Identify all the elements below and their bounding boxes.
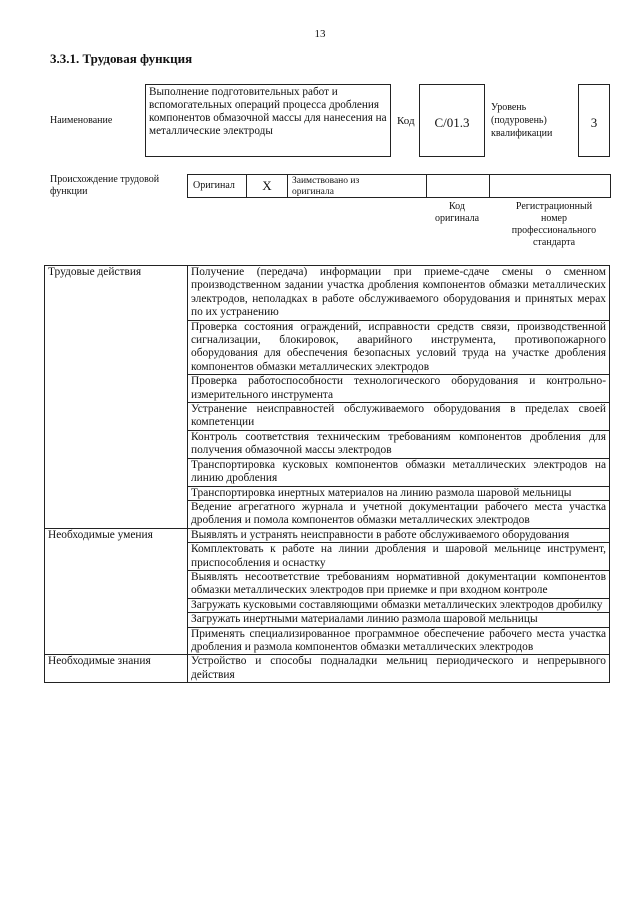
- skill-item: Выявлять и устранять неисправности в работе обслуживаемого оборудования: [188, 528, 610, 542]
- level-label-line2: (подуровень): [491, 115, 547, 126]
- knowledge-label: Необходимые знания: [45, 655, 188, 683]
- level-label: [491, 101, 552, 140]
- level-label-line3: квалификации: [491, 128, 553, 139]
- labor-action-item: Устранение неисправностей обслуживаемого оборудования в пределах своей компетенции: [188, 403, 610, 431]
- origin-label-line1: Происхождение трудовой: [50, 174, 160, 185]
- table-row: [45, 266, 610, 321]
- skill-item: Загружать инертными материалами линию размола шаровой мельницы: [188, 613, 610, 627]
- origin-label: [50, 174, 159, 198]
- labor-actions-label: Трудовые действия: [45, 266, 188, 529]
- level-value-box: 3: [578, 84, 610, 157]
- table-row: [45, 655, 610, 683]
- code-original-caption-line1: Код: [449, 201, 465, 212]
- origin-table: [187, 174, 611, 198]
- level-label-line1: Уровень: [491, 102, 527, 113]
- labor-action-item: Ведение агрегатного журнала и учетной документации рабочего места участка дробления и помола компонентов обмазки металлических электродов: [188, 500, 610, 528]
- function-name-box: Выполнение подготовительных работ и вспомогательных операций процесса дробления компонентов обмазочной массы для нанесения на металлические электроды: [145, 84, 391, 157]
- table-row: [45, 528, 610, 542]
- labor-action-item: Транспортировка кусковых компонентов обмазки металлических электродов на линию дробления: [188, 458, 610, 486]
- skills-label: Необходимые умения: [45, 528, 188, 655]
- code-value-box: С/01.3: [419, 84, 485, 157]
- skill-item: Выявлять несоответствие требованиям нормативной документации компонентов обмазки металлических электродов при приемке и при входном контроле: [188, 570, 610, 598]
- borrowed-label-line1: Заимствовано из: [292, 176, 360, 186]
- page-number: 13: [314, 28, 326, 40]
- registration-number-cell: [489, 174, 611, 198]
- skill-item: Загружать кусковыми составляющими обмазки металлических электродов дробилку: [188, 598, 610, 612]
- registration-caption-line1: Регистрационный: [515, 201, 593, 212]
- section-title: 3.3.1. Трудовая функция: [50, 51, 193, 66]
- original-label-cell: Оригинал: [187, 174, 247, 198]
- code-original-caption: [424, 201, 490, 225]
- registration-caption-line2: номер: [541, 213, 567, 224]
- labor-action-item: Проверка состояния ограждений, исправности средств связи, производственной сигнализации, блокировок, аварийного инструмента, противопожарного оборудования для обеспечения безопасных условий труда на участке дробления компонентов обмазки металлических электродов: [188, 320, 610, 375]
- code-label: Код: [397, 115, 415, 127]
- origin-label-line2: функции: [50, 186, 88, 197]
- competency-table: [44, 265, 610, 683]
- knowledge-item: Устройство и способы подналадки мельниц периодического и непрерывного действия: [188, 655, 610, 683]
- original-code-cell: [426, 174, 490, 198]
- registration-caption-line4: стандарта: [532, 237, 576, 248]
- labor-action-item: Транспортировка инертных материалов на линию размола шаровой мельницы: [188, 486, 610, 500]
- labor-action-item: Контроль соответствия техническим требованиям компонентов дробления для получения обмазочной массы электродов: [188, 430, 610, 458]
- skill-item: Комплектовать к работе на линии дробления и шаровой мельнице инструмент, приспособления и оснастку: [188, 543, 610, 571]
- code-original-caption-line2: оригинала: [434, 213, 480, 224]
- skill-item: Применять специализированное программное обеспечение рабочего места участка дробления и размола компонентов обмазки металлических электродов: [188, 627, 610, 655]
- borrowed-label-cell: [287, 174, 427, 198]
- labor-action-item: Проверка работоспособности технологического оборудования и контрольно-измерительного инструмента: [188, 375, 610, 403]
- original-mark-cell: X: [246, 174, 288, 198]
- borrowed-label-line2: оригинала: [292, 187, 334, 197]
- registration-caption: [495, 201, 613, 249]
- labor-action-item: Получение (передача) информации при приеме-сдаче смены о сменном производственном задании участка дробления компонентов обмазки металлических электродов, неполадках в работе обслуживаемого оборудования и принятых мерах по их устранению: [188, 266, 610, 321]
- name-label: Наименование: [50, 115, 113, 126]
- registration-caption-line3: профессионального: [511, 225, 597, 236]
